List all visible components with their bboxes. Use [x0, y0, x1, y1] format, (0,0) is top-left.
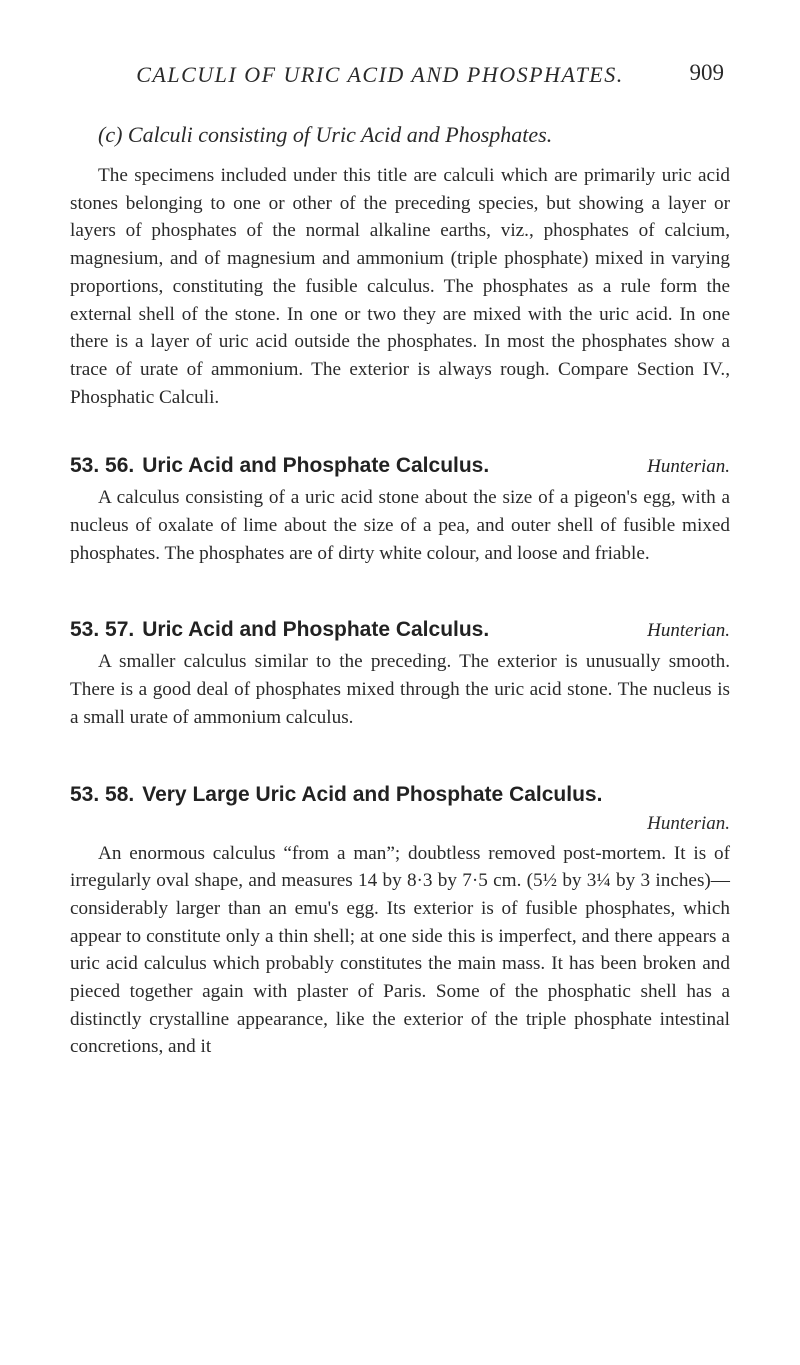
entry-number: 53. 58. [70, 782, 135, 806]
entry-source: Hunterian. [647, 620, 730, 642]
entry-description: A smaller calculus similar to the preceding. The exterior is unusually smooth. There is a good deal of phosphates mixed through the uric acid stone. The nucleus is a small urate of ammonium calculus. [70, 651, 730, 728]
catalogue-entry [70, 780, 730, 1062]
entry-source: Hunterian. [647, 812, 730, 834]
entry-title: Uric Acid and Phosphate Calculus. [142, 618, 490, 642]
entry-description: A calculus consisting of a uric acid stone about the size of a pigeon's egg, with a nucleus of oxalate of lime about the size of a pea, and outer shell of fusible mixed phosphates. The phosphates are of dirty white colour, and loose and friable. [70, 487, 730, 564]
document-page [70, 0, 730, 1061]
entry-title: Uric Acid and Phosphate Calculus. [142, 454, 490, 478]
entry-source: Hunterian. [647, 456, 730, 478]
catalogue-entry [70, 451, 730, 567]
catalogue-entry [70, 615, 730, 731]
running-title: CALCULI OF URIC ACID AND PHOSPHATES. [136, 62, 624, 87]
entry-heading [70, 451, 730, 482]
section-intro-paragraph: The specimens included under this title are calculi which are primarily uric acid stones belonging to one or other of the preceding species, but showing a layer or layers of phosphates of the normal alkaline earths, viz., phosphates of calcium, magnesium, and of magnesium and ammonium (triple phosphate) mixed in varying proportions, constituting the fusible calculus. The phosphates as a rule form the external shell of the stone. In one or two they are mixed with the uric acid. In one there is a layer of uric acid outside the phosphates. In most the phosphates show a trace of urate of ammonium. The exterior is always rough. Compare Section IV., Phosphatic Calculi. [70, 165, 730, 408]
entry-heading [70, 780, 730, 810]
running-head [70, 0, 730, 100]
entry-description: An enormous calculus “from a man”; doubtless removed post-mortem. It is of irregularly oval shape, and measures 14 by 8·3 by 7·5 cm. (5½ by 3¼ by 3 inches)—considerably larger than an emu's egg. Its exterior is of fusible phosphates, which appear to constitute only a thin shell; at one side this is imperfect, and there appears a uric acid calculus which probably constitutes the main mass. It has been broken and pieced together again with plaster of Paris. Some of the phosphatic shell has a distinctly crystalline appearance, like the exterior of the triple phosphate intestinal concretions, and it [70, 842, 730, 1058]
page-number: 909 [689, 60, 724, 85]
entry-number: 53. 56. [70, 454, 135, 478]
entry-number: 53. 57. [70, 618, 135, 642]
section-heading: (c) Calculi consisting of Uric Acid and Phosphates. [98, 122, 553, 147]
entry-heading [70, 615, 730, 646]
entry-title: Very Large Uric Acid and Phosphate Calculus. [142, 782, 603, 806]
